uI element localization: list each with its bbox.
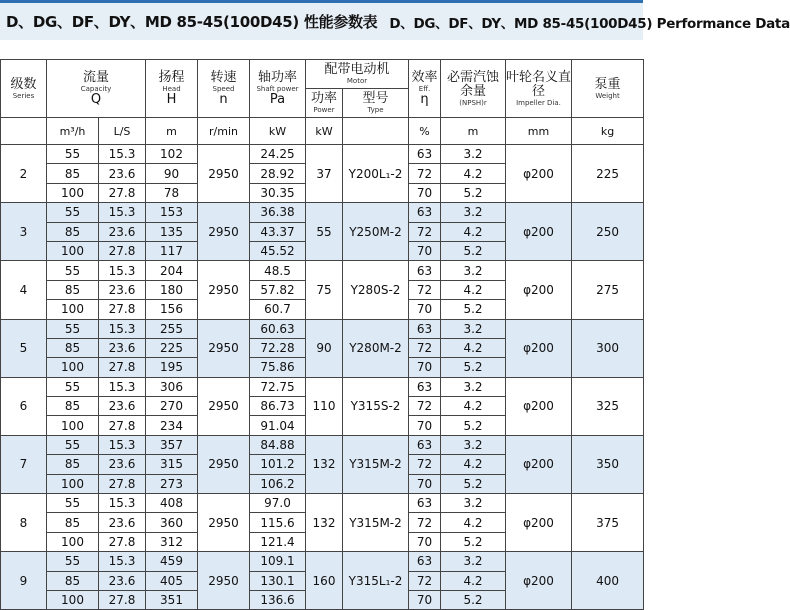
cell-series: 3	[1, 203, 47, 261]
cell-motor-type: Y280M-2	[343, 319, 409, 377]
cell-efficiency: 72	[409, 397, 441, 416]
cell-motor-power: 37	[306, 145, 343, 203]
cell-capacity-ls: 27.8	[99, 474, 146, 493]
cell-head: 117	[146, 241, 198, 260]
cell-shaft-power: 101.2	[250, 455, 306, 474]
cell-capacity-ls: 15.3	[99, 145, 146, 164]
cell-speed: 2950	[198, 552, 250, 610]
header-motor-type: 型号 Type	[343, 89, 409, 118]
cell-speed: 2950	[198, 377, 250, 435]
cell-shaft-power: 75.86	[250, 358, 306, 377]
cell-impeller: φ200	[506, 261, 572, 319]
unit-cell: mm	[506, 118, 572, 145]
cell-efficiency: 70	[409, 300, 441, 319]
cell-npsh: 3.2	[441, 203, 506, 222]
cell-efficiency: 72	[409, 222, 441, 241]
cell-capacity-ls: 23.6	[99, 455, 146, 474]
cell-npsh: 5.2	[441, 300, 506, 319]
cell-head: 234	[146, 416, 198, 435]
cell-capacity-m3h: 100	[47, 474, 99, 493]
cell-capacity-m3h: 55	[47, 319, 99, 338]
cell-head: 459	[146, 552, 198, 571]
cell-npsh: 4.2	[441, 164, 506, 183]
cell-capacity-m3h: 55	[47, 552, 99, 571]
cell-shaft-power: 72.28	[250, 338, 306, 357]
cell-motor-power: 132	[306, 435, 343, 493]
cell-motor-power: 55	[306, 203, 343, 261]
cell-efficiency: 72	[409, 455, 441, 474]
cell-shaft-power: 84.88	[250, 435, 306, 454]
cell-npsh: 3.2	[441, 552, 506, 571]
cell-shaft-power: 28.92	[250, 164, 306, 183]
table-row	[1, 203, 644, 222]
cell-npsh: 4.2	[441, 455, 506, 474]
cell-motor-type: Y280S-2	[343, 261, 409, 319]
cell-shaft-power: 72.75	[250, 377, 306, 396]
cell-speed: 2950	[198, 145, 250, 203]
cell-npsh: 4.2	[441, 222, 506, 241]
cell-series: 6	[1, 377, 47, 435]
cell-head: 255	[146, 319, 198, 338]
cell-head: 306	[146, 377, 198, 396]
cell-series: 9	[1, 552, 47, 610]
cell-impeller: φ200	[506, 552, 572, 610]
cell-efficiency: 70	[409, 183, 441, 202]
header-impeller: 叶轮名义直径 Impeller Dia.	[506, 60, 572, 118]
cell-capacity-ls: 15.3	[99, 203, 146, 222]
cell-head: 180	[146, 280, 198, 299]
cell-head: 360	[146, 513, 198, 532]
header-speed: 转速 Speed n	[198, 60, 250, 118]
cell-weight: 375	[572, 494, 644, 552]
cell-capacity-ls: 27.8	[99, 300, 146, 319]
cell-head: 78	[146, 183, 198, 202]
unit-cell: kg	[572, 118, 644, 145]
cell-head: 156	[146, 300, 198, 319]
cell-capacity-m3h: 85	[47, 222, 99, 241]
cell-speed: 2950	[198, 435, 250, 493]
cell-shaft-power: 60.7	[250, 300, 306, 319]
cell-capacity-m3h: 55	[47, 145, 99, 164]
cell-shaft-power: 86.73	[250, 397, 306, 416]
cell-capacity-ls: 15.3	[99, 261, 146, 280]
cell-motor-type: Y315M-2	[343, 494, 409, 552]
cell-weight: 350	[572, 435, 644, 493]
cell-motor-type: Y315L₁-2	[343, 552, 409, 610]
cell-head: 312	[146, 532, 198, 551]
cell-efficiency: 70	[409, 241, 441, 260]
cell-efficiency: 72	[409, 571, 441, 590]
header-row-1	[1, 60, 644, 89]
cell-npsh: 5.2	[441, 241, 506, 260]
cell-shaft-power: 115.6	[250, 513, 306, 532]
cell-capacity-m3h: 85	[47, 338, 99, 357]
cell-capacity-ls: 23.6	[99, 164, 146, 183]
cell-capacity-ls: 15.3	[99, 377, 146, 396]
cell-capacity-ls: 27.8	[99, 183, 146, 202]
header-capacity: 流量 Capacity Q	[47, 60, 146, 118]
cell-weight: 325	[572, 377, 644, 435]
cell-shaft-power: 121.4	[250, 532, 306, 551]
header-head: 扬程 Head H	[146, 60, 198, 118]
cell-capacity-ls: 15.3	[99, 494, 146, 513]
cell-capacity-m3h: 55	[47, 261, 99, 280]
cell-capacity-m3h: 85	[47, 164, 99, 183]
cell-head: 204	[146, 261, 198, 280]
cell-head: 273	[146, 474, 198, 493]
cell-series: 7	[1, 435, 47, 493]
cell-weight: 300	[572, 319, 644, 377]
cell-series: 2	[1, 145, 47, 203]
cell-shaft-power: 109.1	[250, 552, 306, 571]
cell-capacity-ls: 27.8	[99, 416, 146, 435]
cell-head: 408	[146, 494, 198, 513]
cell-head: 153	[146, 203, 198, 222]
cell-capacity-ls: 27.8	[99, 532, 146, 551]
cell-motor-type: Y200L₁-2	[343, 145, 409, 203]
cell-head: 90	[146, 164, 198, 183]
cell-capacity-m3h: 55	[47, 377, 99, 396]
unit-cell: kW	[306, 118, 343, 145]
cell-npsh: 3.2	[441, 319, 506, 338]
cell-capacity-ls: 23.6	[99, 397, 146, 416]
cell-shaft-power: 24.25	[250, 145, 306, 164]
unit-cell: r/min	[198, 118, 250, 145]
cell-npsh: 5.2	[441, 183, 506, 202]
cell-npsh: 5.2	[441, 532, 506, 551]
cell-shaft-power: 43.37	[250, 222, 306, 241]
cell-efficiency: 63	[409, 494, 441, 513]
cell-efficiency: 72	[409, 338, 441, 357]
cell-weight: 250	[572, 203, 644, 261]
cell-npsh: 4.2	[441, 513, 506, 532]
cell-series: 5	[1, 319, 47, 377]
cell-motor-power: 90	[306, 319, 343, 377]
cell-impeller: φ200	[506, 377, 572, 435]
cell-efficiency: 70	[409, 474, 441, 493]
header-npsh: 必需汽蚀余量 (NPSH)r	[441, 60, 506, 118]
cell-capacity-m3h: 85	[47, 397, 99, 416]
cell-npsh: 3.2	[441, 261, 506, 280]
cell-shaft-power: 30.35	[250, 183, 306, 202]
cell-head: 351	[146, 590, 198, 609]
cell-impeller: φ200	[506, 319, 572, 377]
cell-speed: 2950	[198, 261, 250, 319]
cell-head: 102	[146, 145, 198, 164]
cell-npsh: 3.2	[441, 145, 506, 164]
cell-efficiency: 63	[409, 145, 441, 164]
cell-motor-type: Y250M-2	[343, 203, 409, 261]
cell-efficiency: 63	[409, 319, 441, 338]
cell-motor-type: Y315S-2	[343, 377, 409, 435]
title-cn: D、DG、DF、DY、MD 85-45(100D45) 性能参数表	[6, 13, 378, 31]
header-shaft-power: 轴功率 Shaft power Pa	[250, 60, 306, 118]
cell-impeller: φ200	[506, 203, 572, 261]
cell-impeller: φ200	[506, 145, 572, 203]
cell-efficiency: 63	[409, 377, 441, 396]
cell-capacity-m3h: 100	[47, 300, 99, 319]
cell-head: 315	[146, 455, 198, 474]
table-row	[1, 377, 644, 396]
cell-capacity-ls: 27.8	[99, 241, 146, 260]
cell-speed: 2950	[198, 494, 250, 552]
cell-motor-power: 160	[306, 552, 343, 610]
cell-capacity-m3h: 100	[47, 241, 99, 260]
cell-npsh: 3.2	[441, 435, 506, 454]
cell-motor-power: 75	[306, 261, 343, 319]
cell-efficiency: 63	[409, 203, 441, 222]
unit-cell: L/S	[99, 118, 146, 145]
cell-capacity-m3h: 85	[47, 280, 99, 299]
cell-head: 405	[146, 571, 198, 590]
cell-npsh: 4.2	[441, 397, 506, 416]
cell-efficiency: 70	[409, 590, 441, 609]
cell-shaft-power: 136.6	[250, 590, 306, 609]
cell-capacity-m3h: 55	[47, 203, 99, 222]
cell-capacity-ls: 15.3	[99, 319, 146, 338]
cell-capacity-m3h: 100	[47, 416, 99, 435]
cell-series: 4	[1, 261, 47, 319]
cell-capacity-m3h: 55	[47, 494, 99, 513]
cell-efficiency: 72	[409, 513, 441, 532]
cell-speed: 2950	[198, 203, 250, 261]
cell-capacity-m3h: 85	[47, 571, 99, 590]
unit-cell: kW	[250, 118, 306, 145]
cell-capacity-ls: 23.6	[99, 338, 146, 357]
cell-capacity-ls: 27.8	[99, 358, 146, 377]
cell-head: 195	[146, 358, 198, 377]
cell-shaft-power: 36.38	[250, 203, 306, 222]
cell-weight: 225	[572, 145, 644, 203]
cell-motor-power: 132	[306, 494, 343, 552]
cell-npsh: 3.2	[441, 377, 506, 396]
cell-efficiency: 72	[409, 164, 441, 183]
cell-npsh: 4.2	[441, 280, 506, 299]
cell-shaft-power: 130.1	[250, 571, 306, 590]
cell-npsh: 5.2	[441, 474, 506, 493]
cell-capacity-ls: 23.6	[99, 571, 146, 590]
header-weight: 泵重 Weight	[572, 60, 644, 118]
header-motor-power: 功率 Power	[306, 89, 343, 118]
table-row	[1, 494, 644, 513]
cell-capacity-m3h: 85	[47, 513, 99, 532]
cell-series: 8	[1, 494, 47, 552]
cell-npsh: 4.2	[441, 338, 506, 357]
header-efficiency: 效率 Eff. η	[409, 60, 441, 118]
cell-weight: 400	[572, 552, 644, 610]
cell-npsh: 5.2	[441, 590, 506, 609]
cell-motor-type: Y315M-2	[343, 435, 409, 493]
cell-shaft-power: 48.5	[250, 261, 306, 280]
cell-efficiency: 72	[409, 280, 441, 299]
cell-capacity-ls: 15.3	[99, 435, 146, 454]
table-row	[1, 435, 644, 454]
table-row	[1, 319, 644, 338]
header-series: 级数 Series	[1, 60, 47, 118]
header-units-row	[1, 118, 644, 145]
header-motor: 配带电动机 Motor	[306, 60, 409, 89]
cell-shaft-power: 91.04	[250, 416, 306, 435]
cell-speed: 2950	[198, 319, 250, 377]
cell-efficiency: 70	[409, 416, 441, 435]
performance-table	[0, 59, 644, 610]
cell-motor-power: 110	[306, 377, 343, 435]
cell-efficiency: 63	[409, 435, 441, 454]
cell-capacity-m3h: 100	[47, 532, 99, 551]
unit-series	[1, 118, 47, 145]
cell-shaft-power: 60.63	[250, 319, 306, 338]
cell-impeller: φ200	[506, 494, 572, 552]
cell-head: 357	[146, 435, 198, 454]
cell-efficiency: 63	[409, 261, 441, 280]
unit-cell: m	[441, 118, 506, 145]
cell-shaft-power: 45.52	[250, 241, 306, 260]
table-body	[1, 145, 644, 610]
cell-capacity-ls: 23.6	[99, 280, 146, 299]
unit-cell: %	[409, 118, 441, 145]
cell-efficiency: 70	[409, 358, 441, 377]
cell-npsh: 5.2	[441, 416, 506, 435]
cell-npsh: 4.2	[441, 571, 506, 590]
table-row	[1, 261, 644, 280]
cell-npsh: 3.2	[441, 494, 506, 513]
cell-impeller: φ200	[506, 435, 572, 493]
cell-head: 270	[146, 397, 198, 416]
unit-cell: m	[146, 118, 198, 145]
cell-capacity-m3h: 100	[47, 358, 99, 377]
cell-head: 135	[146, 222, 198, 241]
cell-efficiency: 63	[409, 552, 441, 571]
cell-capacity-m3h: 55	[47, 435, 99, 454]
title-bar	[0, 0, 790, 40]
cell-shaft-power: 57.82	[250, 280, 306, 299]
cell-capacity-m3h: 100	[47, 183, 99, 202]
cell-weight: 275	[572, 261, 644, 319]
cell-capacity-ls: 23.6	[99, 513, 146, 532]
cell-capacity-ls: 15.3	[99, 552, 146, 571]
cell-npsh: 5.2	[441, 358, 506, 377]
cell-head: 225	[146, 338, 198, 357]
unit-type	[343, 118, 409, 145]
cell-efficiency: 70	[409, 532, 441, 551]
cell-capacity-ls: 27.8	[99, 590, 146, 609]
cell-capacity-ls: 23.6	[99, 222, 146, 241]
table-row	[1, 145, 644, 164]
unit-cell: m³/h	[47, 118, 99, 145]
cell-capacity-m3h: 85	[47, 455, 99, 474]
table-row	[1, 552, 644, 571]
cell-shaft-power: 106.2	[250, 474, 306, 493]
cell-capacity-m3h: 100	[47, 590, 99, 609]
cell-shaft-power: 97.0	[250, 494, 306, 513]
title-en: D、DG、DF、DY、MD 85-45(100D45) Performance Data	[389, 15, 790, 32]
